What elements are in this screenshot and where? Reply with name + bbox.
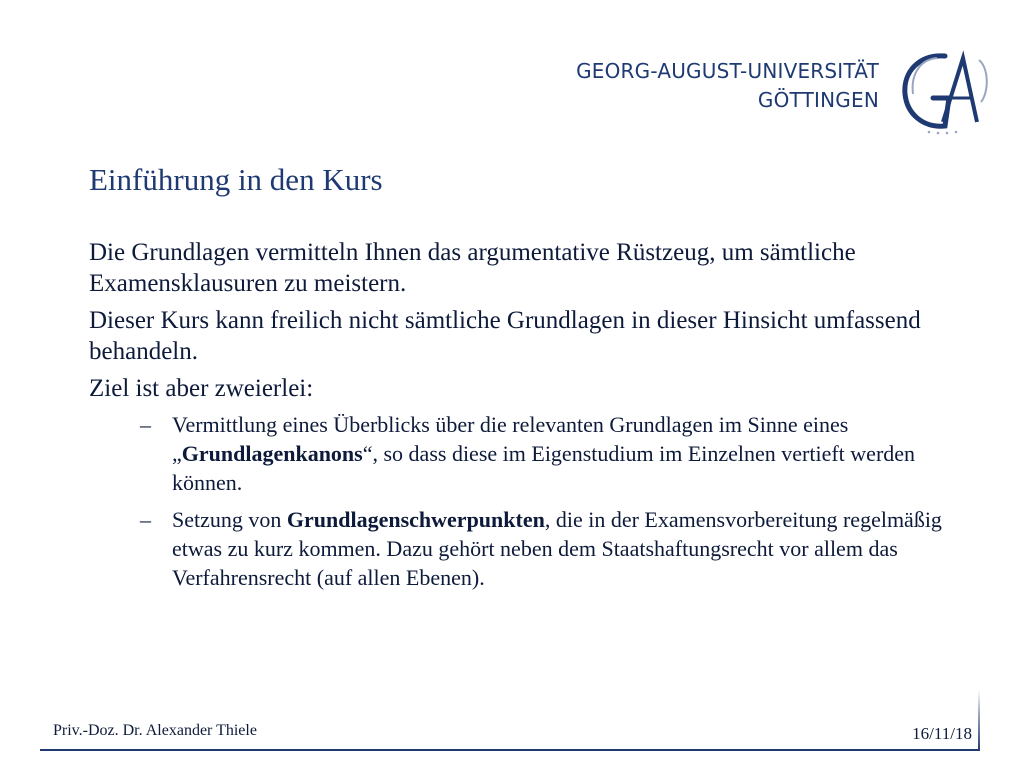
footer-date: 16/11/18 bbox=[912, 724, 972, 743]
bullet-text-post: , die in der Examensvorbereitung regelmäßig etwas zu kurz kommen. Dazu gehört neben dem Staatshaftungsrecht vor allem das Verfahrensrecht (auf allen Ebenen). bbox=[172, 507, 942, 590]
university-seal-logo bbox=[893, 48, 993, 138]
slide-title: Einführung in den Kurs bbox=[89, 162, 383, 197]
bullet-text-bold: Grundlagenkanons bbox=[181, 441, 363, 466]
footer-author: Priv.-Doz. Dr. Alexander Thiele bbox=[53, 722, 257, 739]
university-name-line1: GEORG-AUGUST-UNIVERSITÄT bbox=[576, 59, 879, 83]
footer-vertical-divider bbox=[978, 690, 980, 751]
bullet-marker: – bbox=[140, 507, 151, 532]
bullet-list bbox=[89, 410, 969, 592]
slide-body bbox=[89, 237, 969, 600]
bullet-item bbox=[89, 505, 969, 592]
bullet-text-pre: Vermittlung eines Überblicks über die relevanten Grundlagen im Sinne eines „ bbox=[172, 412, 849, 466]
bullet-text-post: “, so dass diese im Eigenstudium im Einzelnen vertieft werden können. bbox=[172, 441, 916, 495]
bullet-marker: – bbox=[140, 412, 151, 437]
bullet-item bbox=[89, 410, 969, 497]
bullet-text-pre: Setzung von bbox=[172, 507, 287, 532]
paragraph-3: Ziel ist aber zweierlei: bbox=[89, 375, 314, 402]
university-name-line2: GÖTTINGEN bbox=[757, 88, 879, 112]
paragraph-1: Die Grundlagen vermitteln Ihnen das argumentative Rüstzeug, um sämtliche Examensklausuren zu meistern. bbox=[89, 239, 856, 297]
footer-divider bbox=[40, 749, 980, 751]
paragraph-2: Dieser Kurs kann freilich nicht sämtliche Grundlagen in dieser Hinsicht umfassend behandeln. bbox=[89, 307, 921, 365]
bullet-text-bold: Grundlagenschwerpunkten bbox=[286, 507, 545, 532]
university-name bbox=[576, 57, 879, 115]
